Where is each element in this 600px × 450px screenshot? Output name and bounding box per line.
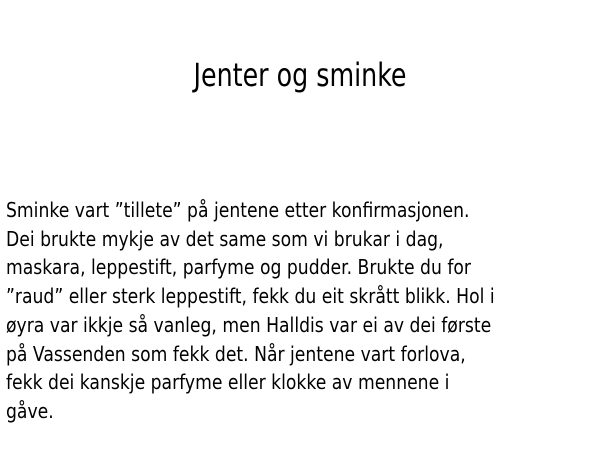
body-line: øyra var ikkje så vanleg, men Halldis var ei av dei første [6,312,492,337]
body-line: fekk dei kanskje parfyme eller klokke av mennene i [6,370,450,395]
body-line: gåve. [6,398,54,423]
body-line: maskara, leppestift, parfyme og pudder. Brukte du for [6,255,472,280]
body-line: Sminke vart ”tillete” på jentene etter konfirmasjonen. [6,198,470,222]
slide-body-text [6,196,522,426]
slide-title: Jenter og sminke [193,56,407,94]
body-line: på Vassenden som fekk det. Når jentene vart forlova, [6,341,466,366]
body-line: Dei brukte mykje av det same som vi brukar i dag, [6,226,444,251]
body-line: ”raud” eller sterk leppestift, fekk du eit skrått blikk. Hol i [6,284,495,309]
